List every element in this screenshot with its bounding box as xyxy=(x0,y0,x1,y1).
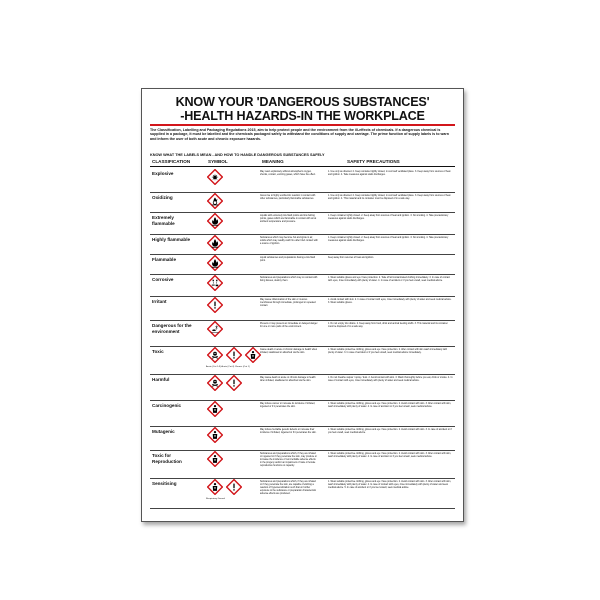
safety-precautions: 1. Wear suitable protective clothing, gloves and eye / face protection. 2. Avoid contact with skin. 3. After contact with skin, wash immediately with plenty of water. 4. In case of contact with eyes, rinse immediately with plenty of water and seek medical advice. 5. In case of accident or if you feel unwell, seek medical advice. xyxy=(328,481,451,489)
hazard-meaning: May induce cancer or increase its incidence if inhaled, ingested or if it penetrates the skin. xyxy=(260,403,316,408)
irritant-icon xyxy=(207,297,223,313)
classification-name: Extremely flammable xyxy=(152,215,175,226)
classification-name: Explosive xyxy=(152,171,174,176)
toxic-icon xyxy=(207,375,223,391)
classification-name: Harmful xyxy=(152,377,170,382)
hazard-symbols xyxy=(207,169,223,191)
safety-precautions: 1. Wear suitable protective clothing, gloves and eye / face protection. 2. After contact with skin wash immediately with plenty of water. 3. In case of accident or if you feel unwell, seek medical advice immediately. xyxy=(328,349,448,354)
hazard-meaning: Substances and preparations which, if they are inhaled or ingested or if they penetrate the skin, may produce or increase the incidence of non-heritable adverse effects in the progeny and/or an impairment of male or female reproductive functions or capacity. xyxy=(260,453,317,467)
classification-name: Irritant xyxy=(152,299,167,304)
hazard-meaning: Substances and preparations which may on contact with living tissues, destroy them. xyxy=(260,277,318,282)
hazard-row xyxy=(150,320,455,347)
hazard-meaning: Present or may present an immediate or delayed danger for one or more parts of the environment. xyxy=(260,323,318,328)
hazard-row xyxy=(150,478,455,509)
column-header-precautions: SAFETY PRECAUTIONS xyxy=(347,159,400,164)
classification-name: Carcinogenic xyxy=(152,403,182,408)
safety-precautions: 1. Wear suitable protective clothing, gloves and eye / face protection. 2. Avoid contact with skin. 3. In case of accident or if you feel unwell, seek medical advice. xyxy=(328,429,452,434)
hazard-row xyxy=(150,192,455,213)
irritant-icon xyxy=(226,479,242,495)
hazard-row xyxy=(150,346,455,375)
poster-title-line2: -HEALTH HAZARDS-IN THE WORKPLACE xyxy=(180,109,425,123)
hazard-row xyxy=(150,450,455,479)
classification-name: Toxic xyxy=(152,349,164,354)
hazard-meaning: Substances and preparations which, if they are inhaled or if they penetrate the skin, are capable of eliciting a reaction of hypersensitization such that on further exposure to the substance or preparation characteristic adverse effects are produced. xyxy=(260,481,317,495)
oxidizing-icon xyxy=(207,193,223,209)
hazard-meaning: Gives rise to highly exothermic reaction in contact with other substances, particularly flammable substances. xyxy=(260,195,316,200)
column-header-symbol: SYMBOL xyxy=(208,159,228,164)
hazard-symbols xyxy=(207,401,223,423)
hazard-symbols xyxy=(207,427,223,449)
safety-precautions: 1. Wear suitable gloves and eye / face protection. 2. Take off all contaminated clothing immediately. 3. In case of contact with eyes, rinse immediately with plenty of water. 4. In case of accident or if you feel unwell, seek medical advice. xyxy=(328,277,450,282)
classification-name: Highly flammable xyxy=(152,237,191,242)
flammable-icon xyxy=(207,235,223,251)
safety-precautions: 1. Avoid contact with skin. 2. In case of contact with eyes, rinse immediately with plenty of water and seek medical advice. 3. Wear suitable gloves. xyxy=(328,299,452,304)
hazard-meaning: Cause death or acute or chronic damage to health when inhaled, swallowed or absorbed via the skin. xyxy=(260,349,318,354)
safety-precautions: 1. Do not empty into drains. 2. Keep away from food, drink and animal feeding stuffs. 3. This material and its container must be disposed of in a safe way. xyxy=(328,323,448,328)
classification-name: Sensitising xyxy=(152,481,177,486)
header-rule xyxy=(150,166,455,167)
symbol-labels: Respiratory Dermal xyxy=(206,498,225,500)
flammable-icon xyxy=(207,255,223,271)
hazard-row xyxy=(150,374,455,401)
safety-precautions: 1. Use only as directed. 2. Keep container tightly closed, in cool well ventilated place. 3. Keep away from sources of heat and ignition. 4. Take measures against static discharges. xyxy=(328,171,451,176)
safety-precautions: 1. Keep container tightly closed. 2. Keep away from sources of heat and ignition. 3. No smoking. 4. Take precautionary measures against static discharges. xyxy=(328,237,449,242)
hazard-meaning: Liquid substances and preparations having a low flash point. xyxy=(260,257,316,262)
classification-name: Corrosive xyxy=(152,277,174,282)
health-hazard-icon xyxy=(207,451,223,467)
classification-name: Mutagenic xyxy=(152,429,175,434)
hazard-row xyxy=(150,296,455,321)
classification-name: Toxic for Reproduction xyxy=(152,453,182,464)
intro-paragraph: The Classification, Labelling and Packaging Regulations 2015, aim to help protect people and the environment from the ill-effects of chemicals. If a dangerous chemical is supplied in a package, it must be labelled and the chemicals packaged safely to withstand the conditions of supply and carriage. The prime function of supply labels is to warn and inform the user of both acute and chronic exposure hazards. xyxy=(150,128,449,141)
corrosive-icon xyxy=(207,275,223,291)
safety-poster xyxy=(141,88,464,522)
hazard-row xyxy=(150,212,455,235)
classification-name: Flammable xyxy=(152,257,176,262)
health-hazard-icon xyxy=(207,427,223,443)
hazard-symbols xyxy=(207,275,223,297)
hazard-meaning: Liquids with extremely low flash points and low boiling points, gases which are flammable in contact with air at ambient temperature and pressure. xyxy=(260,215,317,223)
hazard-symbols xyxy=(207,451,223,473)
explosive-icon xyxy=(207,169,223,185)
health-hazard-icon xyxy=(245,347,261,363)
safety-precautions: 1. Keep container tightly closed. 2. Keep away from sources of heat and ignition. 3. No smoking. 4. Take precautionary measures against static discharges. xyxy=(328,215,449,220)
hazard-row xyxy=(150,274,455,297)
safety-precautions: 1. Wear suitable protective clothing, gloves and eye / face protection. 2. Avoid contact with skin. 3. After contact with skin, wash immediately with plenty of water. 4. In case of accident or if you feel unwell, seek medical advice. xyxy=(328,403,451,408)
irritant-icon xyxy=(226,375,242,391)
title-divider xyxy=(150,124,455,126)
classification-name: Dangerous for the environment xyxy=(152,323,192,334)
hazard-meaning: May cause inflammation of the skin or mucous membranes through immediate, prolonged or repeated contact. xyxy=(260,299,316,307)
hazard-meaning: May cause death or acute or chronic damage to health when inhaled, swallowed or absorbed via the skin. xyxy=(260,377,316,382)
classification-name: Oxidizing xyxy=(152,195,173,200)
irritant-icon xyxy=(226,347,242,363)
health-hazard-icon xyxy=(207,401,223,417)
hazard-meaning: May induce heritable genetic defects or increase their incidence if inhaled, ingested or if it penetrates the skin. xyxy=(260,429,317,434)
hazard-symbols xyxy=(207,213,223,235)
hazard-row xyxy=(150,426,455,451)
column-header-meaning: MEANING xyxy=(262,159,284,164)
environment-icon xyxy=(207,321,223,337)
hazard-meaning: May react explosively without atmospheric oxygen, shocks, contact, evolving gases, which have the effect. xyxy=(260,171,316,176)
symbol-labels: Acute (Cat 1-3) Acute (Cat 4) Chronic (Cat 1) xyxy=(206,366,250,368)
safety-precautions: 1. Wear suitable protective clothing, gloves and eye / face protection. 2. Avoid contact with skin. 3. After contact with skin, wash immediately with plenty of water. 4. In case of accident or if you feel unwell, seek medical advice. xyxy=(328,453,451,458)
safety-precautions: 1. Use only as directed. 2. Keep container tightly closed, in cool well ventilated place. 3. Keep away from sources of heat and ignition. 4. This material and its container must be disposed of in a safe way. xyxy=(328,195,451,200)
safety-precautions: 1. Do not breathe vapour / spray / dust. 2. Avoid contact with skin. 3. Wash thoroughly before you eat, drink or smoke. 4. In case of contact with eyes, rinse immediately with plenty of water and seek medical advice. xyxy=(328,377,453,382)
flammable-icon xyxy=(207,213,223,229)
hazard-row xyxy=(150,234,455,255)
subheading: KNOW WHAT THE LABELS MEAN - AND HOW TO HANDLE DANGEROUS SUBSTANCES SAFELY xyxy=(150,153,325,157)
hazard-row xyxy=(150,400,455,427)
hazard-symbols xyxy=(207,321,223,343)
column-header-classification: CLASSIFICATION xyxy=(152,159,191,164)
health-hazard-icon xyxy=(207,479,223,495)
hazard-row xyxy=(150,254,455,275)
hazard-symbols xyxy=(207,297,223,319)
poster-title-line1: KNOW YOUR 'DANGEROUS SUBSTANCES' xyxy=(175,95,430,109)
safety-precautions: Keep away from sources of heat and ignition. xyxy=(328,257,374,259)
hazard-symbols xyxy=(207,375,242,397)
toxic-icon xyxy=(207,347,223,363)
hazard-row xyxy=(150,168,455,193)
hazard-meaning: Substances which may become hot and ignite in air, solids which may readily catch fire after brief contact with a source of ignition. xyxy=(260,237,318,245)
